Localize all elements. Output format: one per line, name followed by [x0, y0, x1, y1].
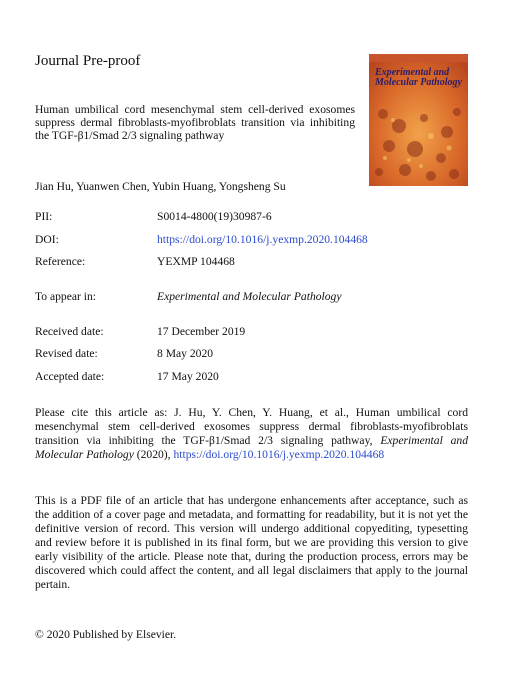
pii-label: PII: [35, 210, 53, 223]
pre-proof-notice: This is a PDF file of an article that has undergone enhancements after acceptance, such as the addition of a cover page and metadata, and formatting for readability, but it is not yet the definitive version of record. This version will undergo additional copyediting, typesetting and review before it is published in its final form, but we are providing this version to give early visibility of the article. Please note that, during the production process, errors may be discovered which could affect the content, and all legal disclaimers that apply to the journal pertain. [35, 494, 468, 591]
received-date-label: Received date: [35, 325, 104, 338]
citation-year: (2020), [133, 448, 174, 461]
revised-date-label: Revised date: [35, 347, 98, 360]
pii-value: S0014-4800(19)30987-6 [157, 210, 272, 223]
cover-journal-title: Experimental and Molecular Pathology [375, 67, 462, 89]
reference-label: Reference: [35, 255, 86, 268]
article-title: Human umbilical cord mesenchymal stem cell-derived exosomes suppress dermal fibroblasts-myofibroblats transition via inhibiting the TGF-β1/Smad 2/3 signaling pathway [35, 103, 355, 142]
received-date-value: 17 December 2019 [157, 325, 246, 338]
citation-doi-link[interactable]: https://doi.org/10.1016/j.yexmp.2020.104468 [173, 448, 385, 461]
doi-link[interactable]: https://doi.org/10.1016/j.yexmp.2020.104468 [157, 233, 368, 246]
journal-pre-proof-header: Journal Pre-proof [35, 53, 141, 69]
doi-label: DOI: [35, 233, 59, 246]
copyright-notice: © 2020 Published by Elsevier. [35, 628, 177, 641]
article-authors: Jian Hu, Yuanwen Chen, Yubin Huang, Yongsheng Su [35, 180, 286, 193]
journal-cover-image [369, 54, 468, 186]
appear-in-journal: Experimental and Molecular Pathology [157, 290, 342, 303]
citation-text: Please cite this article as: J. Hu, Y. Chen, Y. Huang, et al., Human umbilical cord mesenchymal stem cell-derived exosomes suppress dermal fibroblasts-myofibroblats transition via inhibiting the TGF-β1/Smad 2/3 signaling pathway, [35, 406, 468, 447]
revised-date-value: 8 May 2020 [157, 347, 214, 360]
accepted-date-label: Accepted date: [35, 370, 105, 383]
citation-paragraph [35, 406, 468, 462]
reference-value: YEXMP 104468 [157, 255, 235, 268]
accepted-date-value: 17 May 2020 [157, 370, 219, 383]
citation-journal: Experimental and Molecular Pathology [35, 434, 468, 461]
appear-in-label: To appear in: [35, 290, 96, 303]
